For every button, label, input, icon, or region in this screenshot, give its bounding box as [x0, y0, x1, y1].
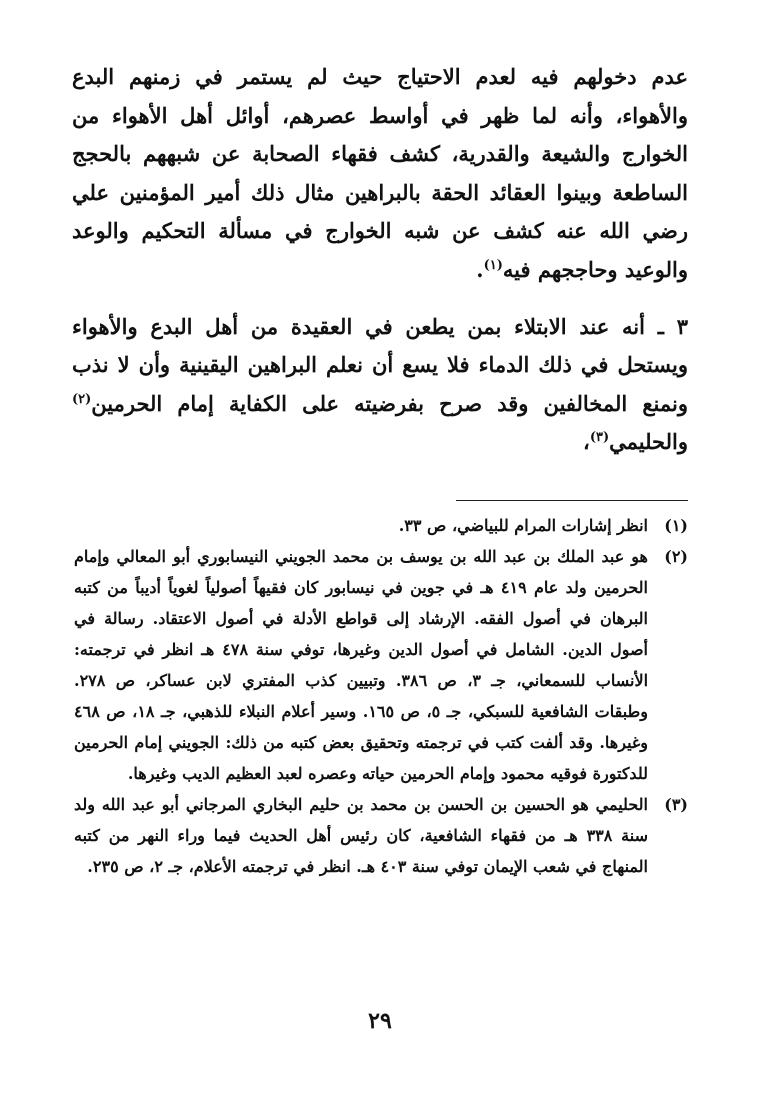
- paragraph-end-mark: ،: [583, 429, 590, 455]
- footnotes-section: [74, 510, 688, 882]
- footnote-number: (٢): [664, 547, 688, 566]
- footnote-text: هو عبد الملك بن عبد الله بن يوسف بن محمد الجويني النيسابوري أبو المعالي وإمام الحرمين ولد عام ٤١٩ هـ في جوين في نيسابور كان فقيهاً أصولياً لغوياً أديباً من كتبه البرهان في أصول الفقه. الإرشاد إلى قواطع الأدلة في أصول الاعتقاد. رسالة في أصول الدين. الشامل في أصول الدين وغيرها، توفي سنة ٤٧٨ هـ انظر في ترجمته: الأنساب للسمعاني، جـ ٣، ص ٣٨٦. وتبيين كذب المفتري لابن عساكر، ص ٢٧٨. وطبقات الشافعية للسبكي، جـ ٥، ص ١٦٥. وسير أعلام النبلاء للذهبي، جـ ١٨، ص ٤٦٨ وغيرها. وقد ألفت كتب في ترجمته وتحقيق بعض كتبه من ذلك: الجويني إمام الحرمين للدكتورة فوقيه محمود وإمام الحرمين حياته وعصره لعبد العظيم الديب وغيرها.: [74, 547, 649, 783]
- footnote-ref-2[interactable]: (٢): [72, 391, 92, 407]
- paragraph-text-tail: والحليمي: [609, 429, 688, 455]
- footnote-1: [74, 510, 688, 541]
- footnote-3: [74, 789, 688, 882]
- footnote-ref-3[interactable]: (٣): [589, 430, 610, 446]
- paragraph-text: عدم دخولهم فيه لعدم الاحتياج حيث لم يستمر في زمنهم البدع والأهواء، وأنه لما ظهر في أواسط عصرهم، أوائل أهل الأهواء من الخوارج والشيعة والقدرية، كشف فقهاء الصحابة عن شبههم بالحجج الساطعة وبينوا العقائد الحقة بالبراهين مثال ذلك أمير المؤمنين علي رضي الله عنه كشف عن شبه الخوارج في مسألة التحكيم والوعد والوعيد وحاججهم فيه: [72, 64, 688, 282]
- paragraph-point-3: [72, 308, 688, 462]
- footnote-text: الحليمي هو الحسين بن الحسن بن محمد بن حليم البخاري المرجاني أبو عبد الله ولد سنة ٣٣٨ هـ من فقهاء الشافعية، كان رئيس أهل الحديث فيما وراء النهر من كتبه المنهاج في شعب الإيمان توفي سنة ٤٠٣ هـ. انظر في ترجمته الأعلام، جـ ٢، ص ٢٣٥.: [74, 795, 648, 876]
- paragraph-continuation: [72, 58, 688, 290]
- paragraph-text: ٣ ـ أنه عند الابتلاء بمن يطعن في العقيدة من أهل البدع والأهواء ويستحل في ذلك الدماء فلا يسع أن نعلم البراهين اليقينية وأن لا نذب ونمنع المخالفين وقد صرح بفرضيته على الكفاية إمام الحرمين: [72, 313, 688, 416]
- footnote-number: (١): [664, 516, 688, 535]
- page-number: ٢٩: [368, 1008, 392, 1034]
- footnote-text: انظر إشارات المرام للبياضي، ص ٣٣.: [398, 516, 648, 535]
- footnote-2: [74, 541, 688, 789]
- footnote-divider: [456, 500, 688, 501]
- paragraph-end-mark: .: [476, 256, 484, 282]
- footnote-number: (٣): [664, 795, 688, 814]
- main-text-body: [72, 58, 688, 462]
- footnote-ref-1[interactable]: (١): [483, 257, 503, 273]
